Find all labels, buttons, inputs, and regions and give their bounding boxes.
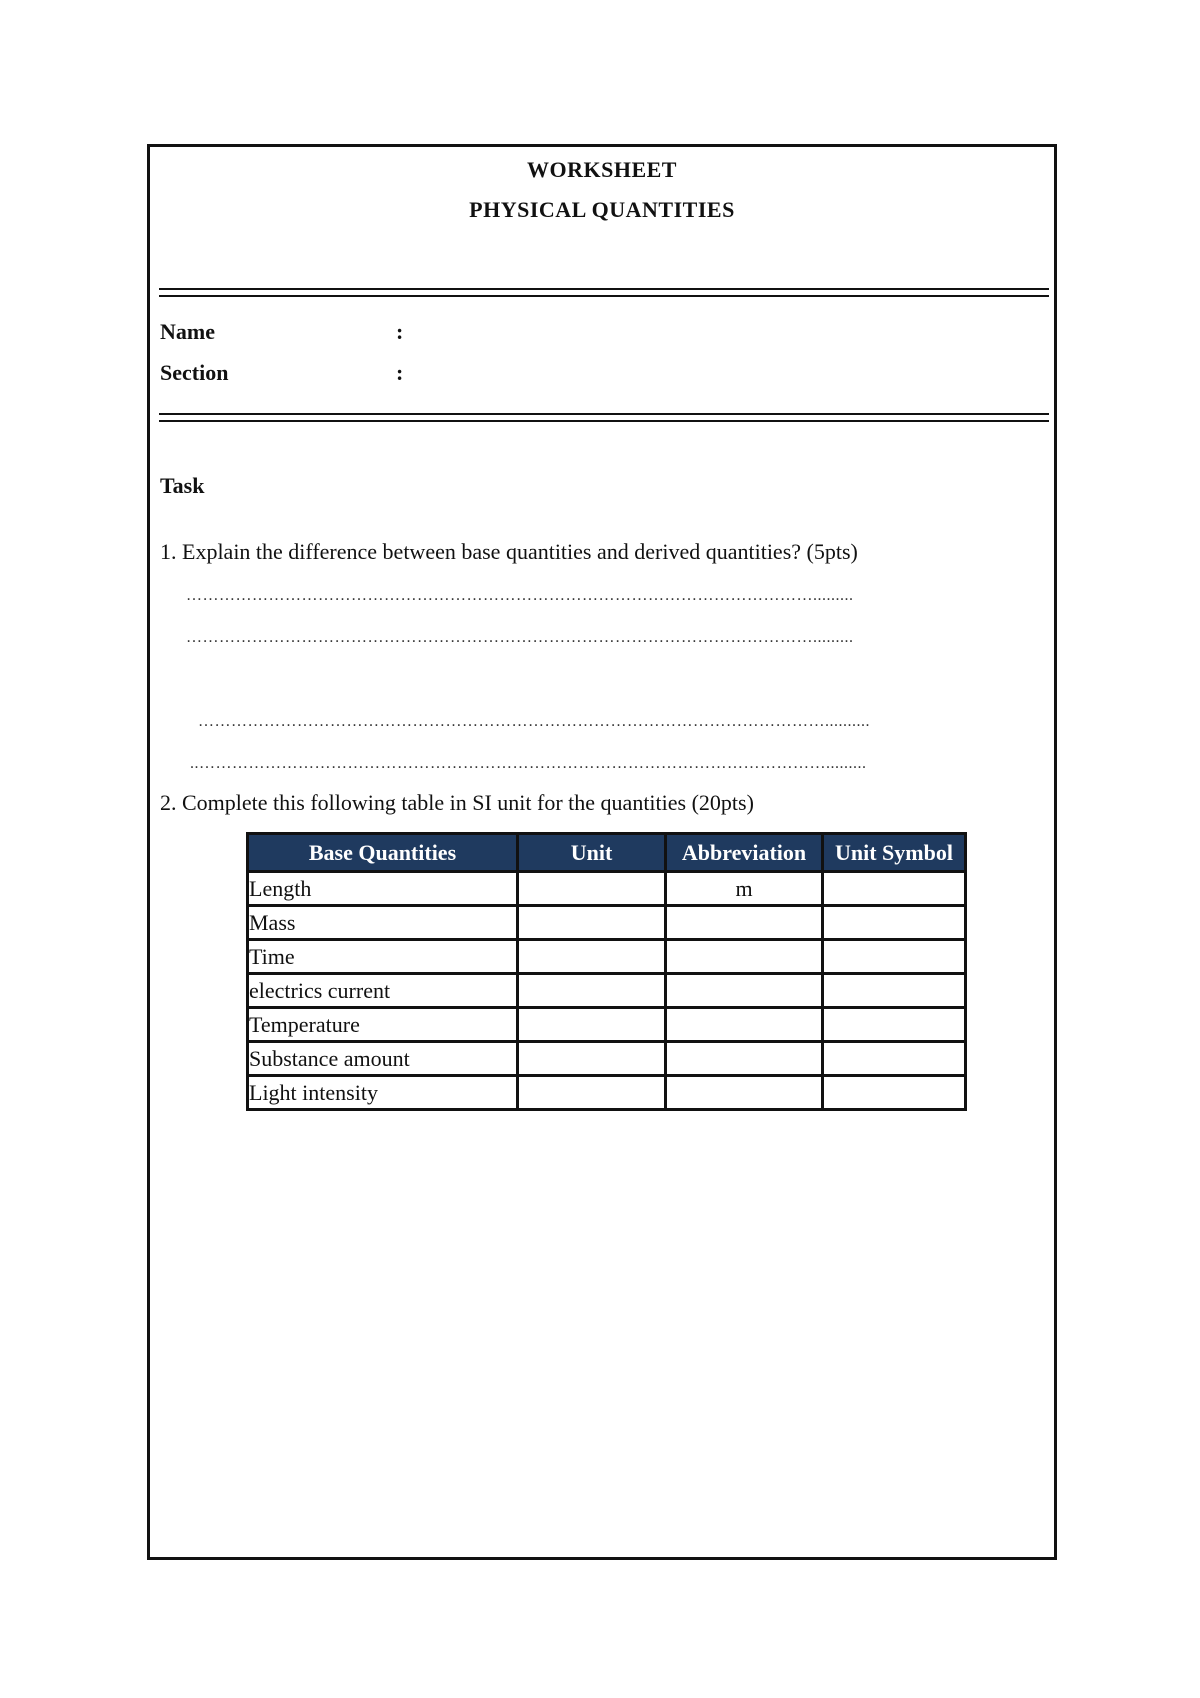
answer-line-2: …………………………………………………………………………………………………….........: [186, 629, 854, 646]
table-row: [248, 940, 966, 974]
symbol-cell[interactable]: [823, 872, 966, 906]
unit-cell[interactable]: [518, 1076, 666, 1110]
quantity-cell: Time: [248, 940, 518, 974]
table-header-row: [248, 834, 966, 872]
quantity-cell: Mass: [248, 906, 518, 940]
worksheet-frame: [147, 144, 1057, 1560]
quantity-cell: Temperature: [248, 1008, 518, 1042]
worksheet-subtitle: PHYSICAL QUANTITIES: [469, 197, 735, 222]
double-line-separator-bottom: [159, 413, 1049, 422]
quantity-cell: Light intensity: [248, 1076, 518, 1110]
answer-line-4: ..…………………………………………………………………………………………………….........: [190, 755, 867, 772]
table-row: [248, 974, 966, 1008]
abbreviation-cell[interactable]: [666, 1042, 823, 1076]
abbreviation-cell[interactable]: [666, 1008, 823, 1042]
section-label: Section: [160, 360, 229, 385]
unit-cell[interactable]: [518, 872, 666, 906]
quantity-cell: electrics current: [248, 974, 518, 1008]
double-line-separator-top: [159, 288, 1049, 297]
abbreviation-cell[interactable]: [666, 1076, 823, 1110]
symbol-cell[interactable]: [823, 1008, 966, 1042]
table-row: [248, 906, 966, 940]
task-heading: Task: [160, 473, 205, 498]
abbreviation-cell[interactable]: m: [666, 872, 823, 906]
name-colon: :: [396, 319, 404, 344]
unit-cell[interactable]: [518, 906, 666, 940]
abbreviation-cell[interactable]: [666, 906, 823, 940]
symbol-cell[interactable]: [823, 974, 966, 1008]
header-unit-symbol: Unit Symbol: [823, 834, 966, 872]
symbol-cell[interactable]: [823, 1076, 966, 1110]
section-colon: :: [396, 360, 404, 385]
name-label: Name: [160, 319, 215, 344]
question-1: 1. Explain the difference between base quantities and derived quantities? (5pts): [160, 539, 858, 564]
unit-cell[interactable]: [518, 1008, 666, 1042]
header-abbreviation: Abbreviation: [666, 834, 823, 872]
symbol-cell[interactable]: [823, 940, 966, 974]
abbreviation-cell[interactable]: [666, 940, 823, 974]
quantity-cell: Length: [248, 872, 518, 906]
unit-cell[interactable]: [518, 974, 666, 1008]
header-base-quantities: Base Quantities: [248, 834, 518, 872]
symbol-cell[interactable]: [823, 1042, 966, 1076]
question-2: 2. Complete this following table in SI unit for the quantities (20pts): [160, 790, 754, 815]
table-row: [248, 1042, 966, 1076]
table-row: [248, 872, 966, 906]
table-row: [248, 1008, 966, 1042]
symbol-cell[interactable]: [823, 906, 966, 940]
quantity-cell: Substance amount: [248, 1042, 518, 1076]
answer-line-1: …………………………………………………………………………………………………….........: [186, 587, 854, 604]
worksheet-title: WORKSHEET: [527, 157, 677, 182]
abbreviation-cell[interactable]: [666, 974, 823, 1008]
si-units-table: [246, 832, 967, 1111]
unit-cell[interactable]: [518, 940, 666, 974]
unit-cell[interactable]: [518, 1042, 666, 1076]
answer-line-3: ……………………………………………………………………………………………………..........: [198, 713, 870, 730]
header-unit: Unit: [518, 834, 666, 872]
table-row: [248, 1076, 966, 1110]
